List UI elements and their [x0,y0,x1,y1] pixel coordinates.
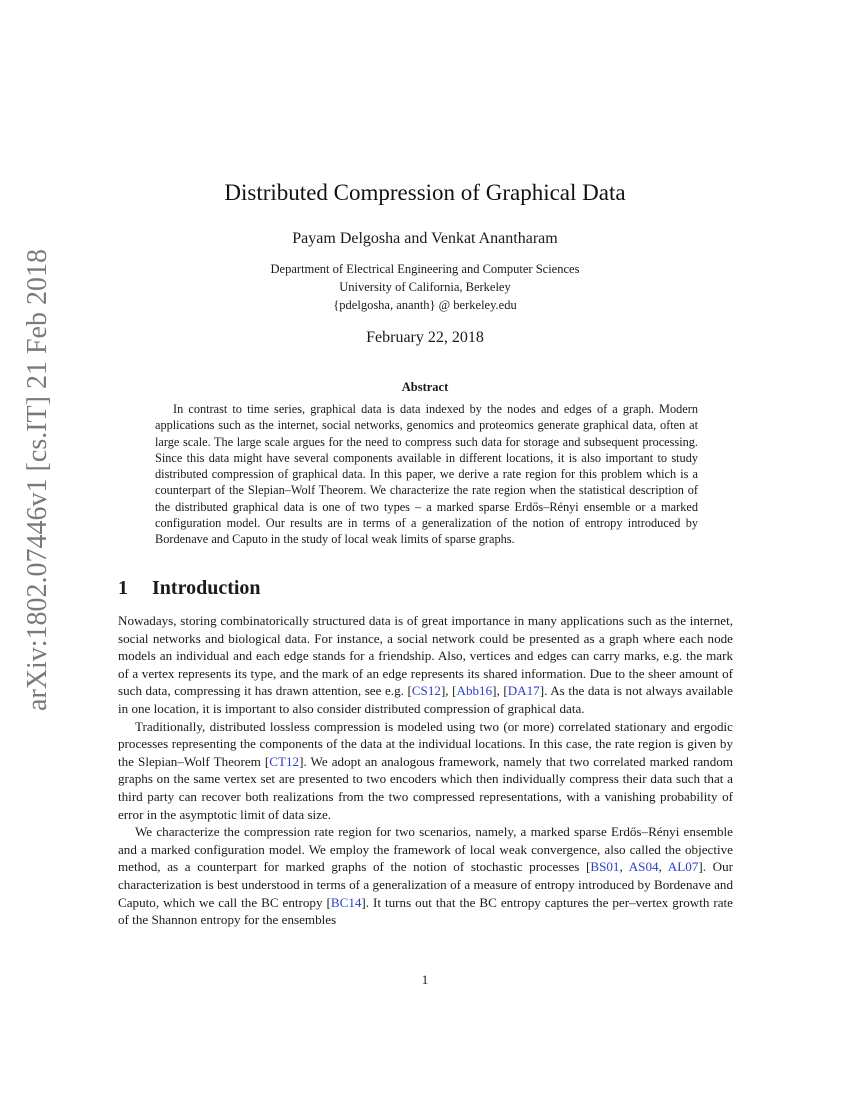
paragraph-text: ], [ [440,683,457,699]
section-heading-introduction [118,577,261,600]
paragraph-1 [118,612,733,718]
paragraph-text: Nowadays, storing combinatorically structured data is of great importance in many applications such as the internet, social networks and biological data. For instance, a social network could be presented as a graph where each node models an individual and each edge stands for a friendship. Also, vertices and edges can carry marks, e.g. the mark of a vertex represents its type, and the mark of an edge represents its shared information. Due to the sheer amount of such data, compressing it has drawn attention, see e.g. [ [118,613,733,699]
citation-link-bs01[interactable]: BS01 [590,859,620,875]
citation-link-bc14[interactable]: BC14 [330,894,362,910]
abstract-text: In contrast to time series, graphical data is data indexed by the nodes and edges of a graph. Modern applications such as the internet, social networks, genomics and proteomics generate graphical data, often at large scale. The large scale argues for the need to compress such data for storage and subsequent processing. Since this data might have several components available in different locations, it is also important to study distributed compression of graphical data. In this paper, we derive a rate region for this problem which is a counterpart of the Slepian–Wolf Theorem. We characterize the rate region when the statistical description of the distributed graphical data is one of two types – a marked sparse Erdős–Rényi ensemble or a marked configuration model. Our results are in terms of a generalization of the notion of entropy introduced by Bordenave and Caputo in the study of local weak limits of sparse graphs. [155,402,698,547]
citation-link-cs12[interactable]: CS12 [411,683,441,699]
department: Department of Electrical Engineering and Computer Sciences [270,262,580,276]
paragraph-text: We characterize the compression rate region for two scenarios, namely, a marked sparse Erdős–Rényi ensemble and a marked configuration model. We employ the framework of local weak convergence, also called the objective method, as a counterpart for marked graphs of the notion of stochastic processes [ [118,824,733,875]
citation-link-as04[interactable]: AS04 [628,859,659,875]
citation-link-da17[interactable]: DA17 [507,683,540,699]
paper-title: Distributed Compression of Graphical Data [224,180,626,205]
paper-date: February 22, 2018 [366,329,484,346]
citation-link-abb16[interactable]: Abb16 [456,683,493,699]
abstract-heading: Abstract [401,380,449,394]
citation-link-ct12[interactable]: CT12 [269,753,300,769]
author-email: {pdelgosha, ananth} @ berkeley.edu [333,298,517,312]
citation-link-al07[interactable]: AL07 [667,859,699,875]
paragraph-text: , [619,859,629,875]
paragraph-text: ]. We adopt an analogous framework, namely that two correlated marked random graphs on the same vertex set are presented to two encoders which then individually compress their data such that a third party can recover both realizations from the two compressed representations, with a vanishing probability of error in the asymptotic limit of data size. [118,753,733,822]
page-number: 1 [421,972,429,987]
introduction-body [118,612,733,929]
university: University of California, Berkeley [339,280,511,294]
paragraph-text: Traditionally, distributed lossless compression is modeled using two (or more) correlated stationary and ergodic processes representing the components of the data at the individual locations. In this case, the rate region is given by the Slepian–Wolf Theorem [ [118,718,733,769]
paragraph-text: ], [ [492,683,508,699]
arxiv-side-stamp: arXiv:1802.07446v1 [cs.IT] 21 Feb 2018 [22,249,53,711]
paragraph-text: ]. Our characterization is best understood in terms of a generalization of a measure of entropy introduced by Bordenave and Caputo, which we call the BC entropy [ [118,859,733,910]
section-number: 1 [118,577,128,599]
paper-authors: Payam Delgosha and Venkat Anantharam [292,230,558,247]
abstract-body [155,401,698,548]
paragraph-text: , [658,859,668,875]
section-title: Introduction [152,577,261,599]
paragraph-3 [118,823,733,929]
paragraph-text: ]. As the data is not always available in one location, it is important to also consider distributed compression of graphical data. [118,683,733,716]
affiliation-block [0,260,850,314]
paragraph-2 [118,718,733,824]
paragraph-text: ]. It turns out that the BC entropy captures the per–vertex growth rate of the Shannon entropy for the ensembles [118,894,733,928]
